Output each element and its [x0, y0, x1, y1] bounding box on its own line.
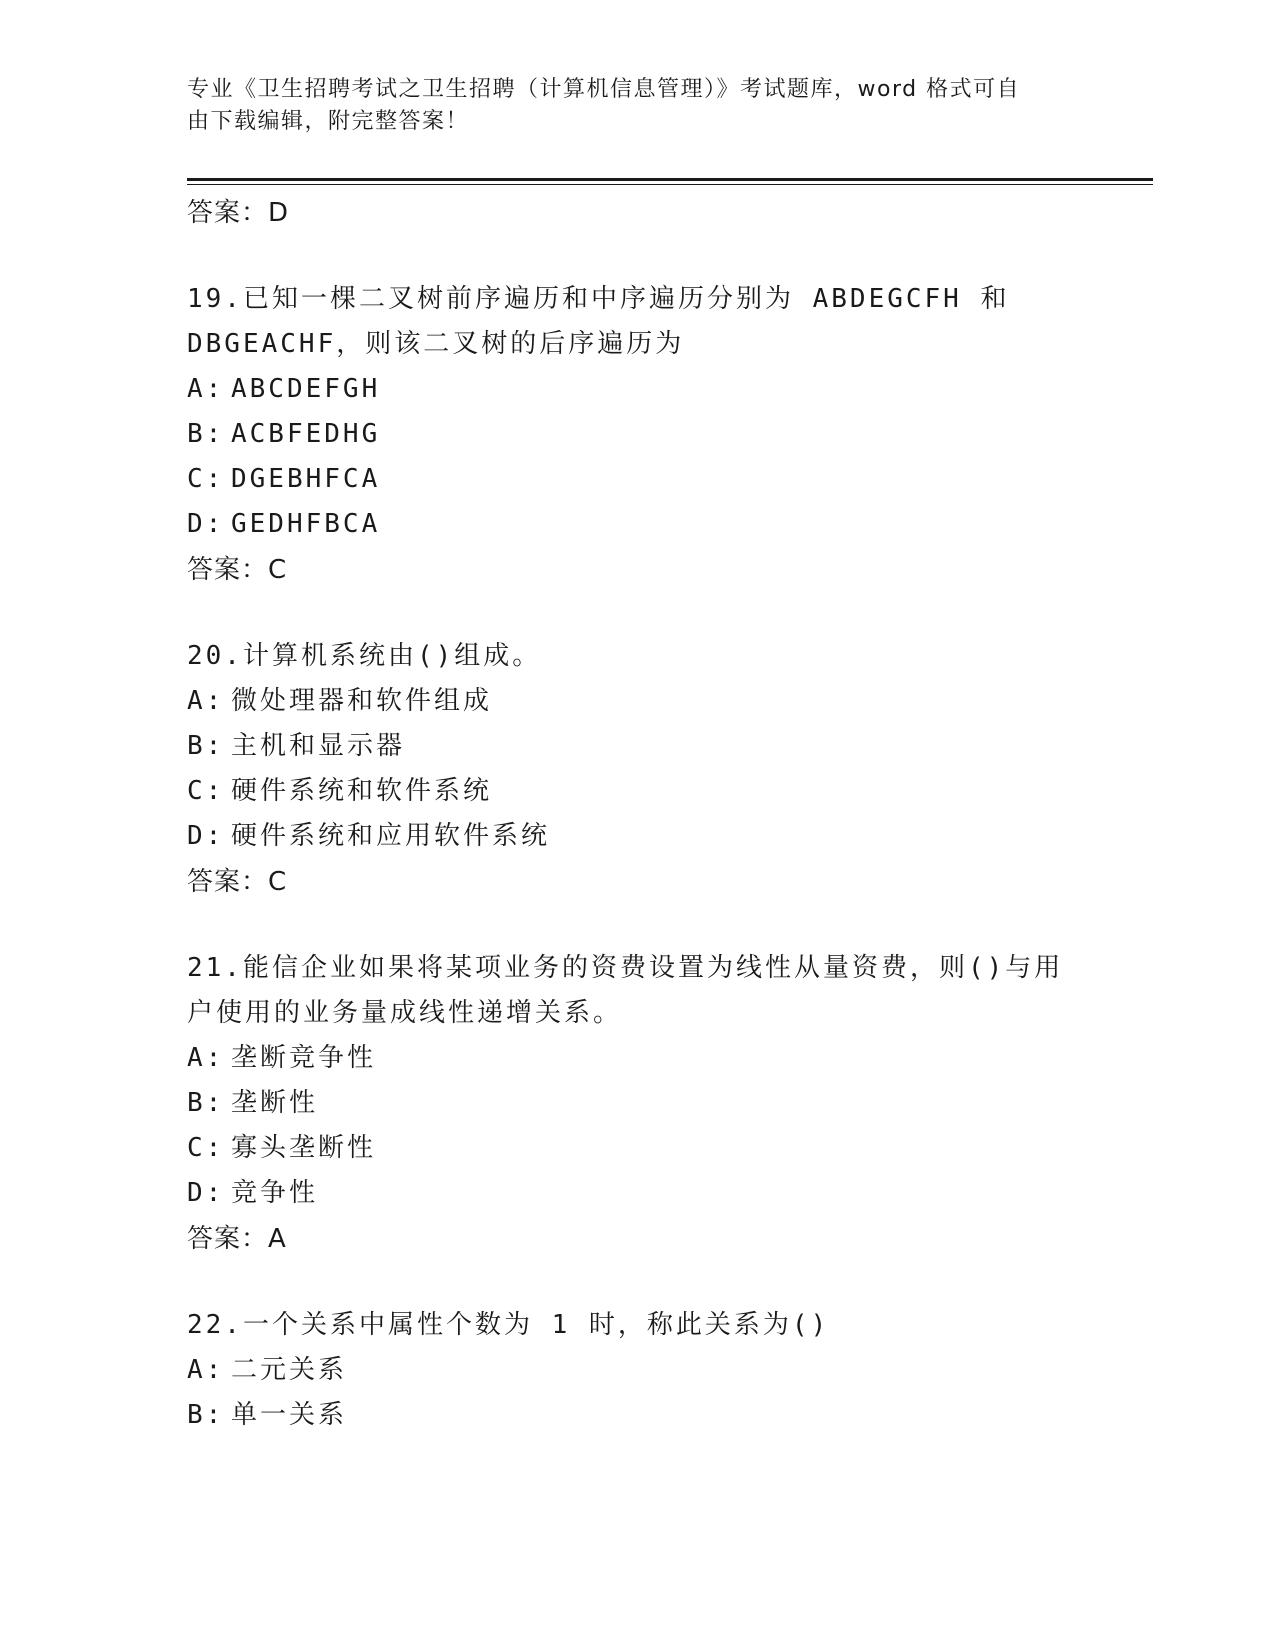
page-header — [187, 74, 1067, 138]
option-letter: D: — [187, 509, 225, 539]
option-text: 垄断竞争性 — [231, 1043, 377, 1073]
option-letter: A: — [187, 1355, 225, 1385]
option-letter: B: — [187, 419, 225, 449]
option-text: 硬件系统和软件系统 — [231, 776, 493, 806]
question-stem: 19.已知一棵二叉树前序遍历和中序遍历分别为 ABDEGCFH 和 DBGEACHF，则该二叉树的后序遍历为 — [187, 284, 1010, 359]
option-text: DGEBHFCA — [231, 464, 381, 494]
option-letter: C: — [187, 776, 225, 806]
question-20 — [187, 593, 1087, 905]
option-b — [187, 1393, 1087, 1438]
option-text: 垄断性 — [231, 1088, 319, 1118]
option-b — [187, 1081, 1087, 1126]
option-letter: A: — [187, 1043, 225, 1073]
option-text: 硬件系统和应用软件系统 — [231, 821, 551, 851]
option-letter: A: — [187, 374, 225, 404]
option-c — [187, 769, 1087, 814]
previous-answer: 答案：D — [187, 198, 290, 228]
question-list — [187, 190, 1087, 1438]
option-letter: B: — [187, 731, 225, 761]
option-d — [187, 502, 1087, 547]
option-c — [187, 1126, 1087, 1171]
option-text: 二元关系 — [231, 1355, 348, 1385]
option-text: 竞争性 — [231, 1178, 319, 1208]
option-letter: D: — [187, 1178, 225, 1208]
header-rule-thin — [187, 184, 1153, 185]
option-letter: A: — [187, 686, 225, 716]
option-d — [187, 814, 1087, 859]
option-b — [187, 724, 1087, 769]
header-rule-thick — [187, 178, 1153, 181]
header-line-2: 由下载编辑，附完整答案！ — [187, 109, 470, 134]
option-text: ACBFEDHG — [231, 419, 381, 449]
question-stem: 20.计算机系统由()组成。 — [187, 641, 542, 671]
answer: 答案：C — [187, 555, 288, 585]
question-21 — [187, 905, 1087, 1262]
question-19 — [187, 236, 1087, 593]
option-d — [187, 1171, 1087, 1216]
option-a — [187, 1036, 1087, 1081]
option-text: ABCDEFGH — [231, 374, 381, 404]
option-b — [187, 412, 1087, 457]
answer: 答案：C — [187, 867, 288, 897]
option-text: 寡头垄断性 — [231, 1133, 377, 1163]
option-letter: C: — [187, 464, 225, 494]
option-text: 主机和显示器 — [231, 731, 406, 761]
option-letter: B: — [187, 1400, 225, 1430]
header-line-1: 专业《卫生招聘考试之卫生招聘（计算机信息管理）》考试题库，word 格式可自 — [187, 77, 1021, 102]
question-stem: 22.一个关系中属性个数为 1 时，称此关系为() — [187, 1310, 830, 1340]
option-text: 微处理器和软件组成 — [231, 686, 493, 716]
option-a — [187, 367, 1087, 412]
answer: 答案：A — [187, 1224, 287, 1254]
option-a — [187, 1348, 1087, 1393]
option-text: GEDHFBCA — [231, 509, 381, 539]
option-letter: B: — [187, 1088, 225, 1118]
option-c — [187, 457, 1087, 502]
question-stem: 21.能信企业如果将某项业务的资费设置为线性从量资费，则()与用户使用的业务量成线性递增关系。 — [187, 953, 1064, 1028]
option-a — [187, 679, 1087, 724]
option-text: 单一关系 — [231, 1400, 348, 1430]
option-letter: C: — [187, 1133, 225, 1163]
question-22 — [187, 1262, 1087, 1438]
option-letter: D: — [187, 821, 225, 851]
